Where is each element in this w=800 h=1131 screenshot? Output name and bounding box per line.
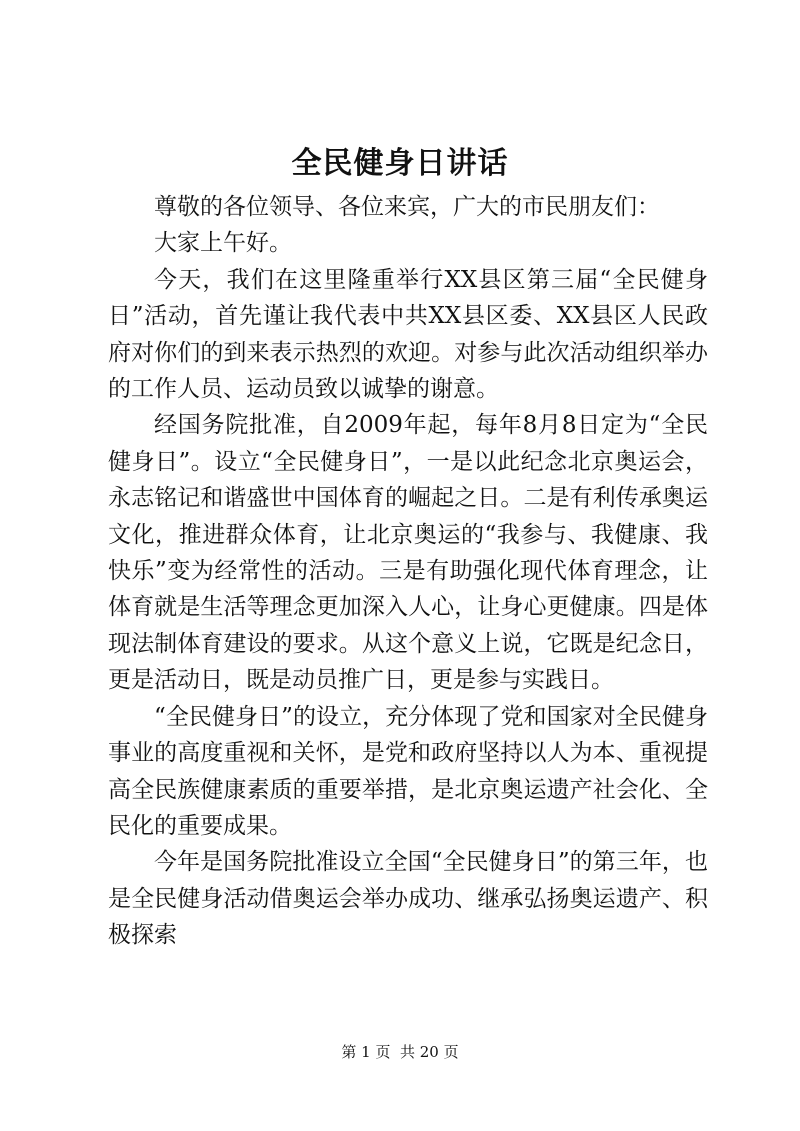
paragraph-this-year: 今年是国务院批准设立全国“全民健身日”的第三年，也是全民健身活动借奥运会举办成功、继承弘扬奥运遗产、积极探索 <box>108 849 708 949</box>
paragraph-welcome: 今天，我们在这里隆重举行XX县区第三届“全民健身日”活动，首先谨让我代表中共XX县区委、XX县区人民政府对你们的到来表示热烈的欢迎。对参与此次活动组织举办的工作人员、运动员致以诚挚的谢意。 <box>108 266 708 403</box>
page-number-footer: 第 1 页 共 20 页 <box>341 1043 459 1061</box>
document-body <box>108 189 708 954</box>
paragraph-background: 经国务院批准，自2009年起，每年8月8日定为“全民健身日”。设立“全民健身日”，一是以此纪念北京奥运会，永志铭记和谐盛世中国体育的崛起之日。二是有利传承奥运文化，推进群众体育，让北京奥运的“我参与、我健康、我快乐”变为经常性的活动。三是有助强化现代体育理念，让体育就是生活等理念更加深入人心，让身心更健康。四是体现法制体育建设的要求。从这个意义上说，它既是纪念日，更是活动日，既是动员推广日，更是参与实践日。 <box>108 412 708 694</box>
paragraph-significance: “全民健身日”的设立，充分体现了党和国家对全民健身事业的高度重视和关怀，是党和政府坚持以人为本、重视提高全民族健康素质的重要举措，是北京奥运遗产社会化、全民化的重要成果。 <box>108 703 708 839</box>
paragraph-salutation: 尊敬的各位领导、各位来宾，广大的市民朋友们： <box>154 194 660 220</box>
document-title: 全民健身日讲话 <box>291 146 509 181</box>
paragraph-greeting: 大家上午好。 <box>154 230 292 257</box>
